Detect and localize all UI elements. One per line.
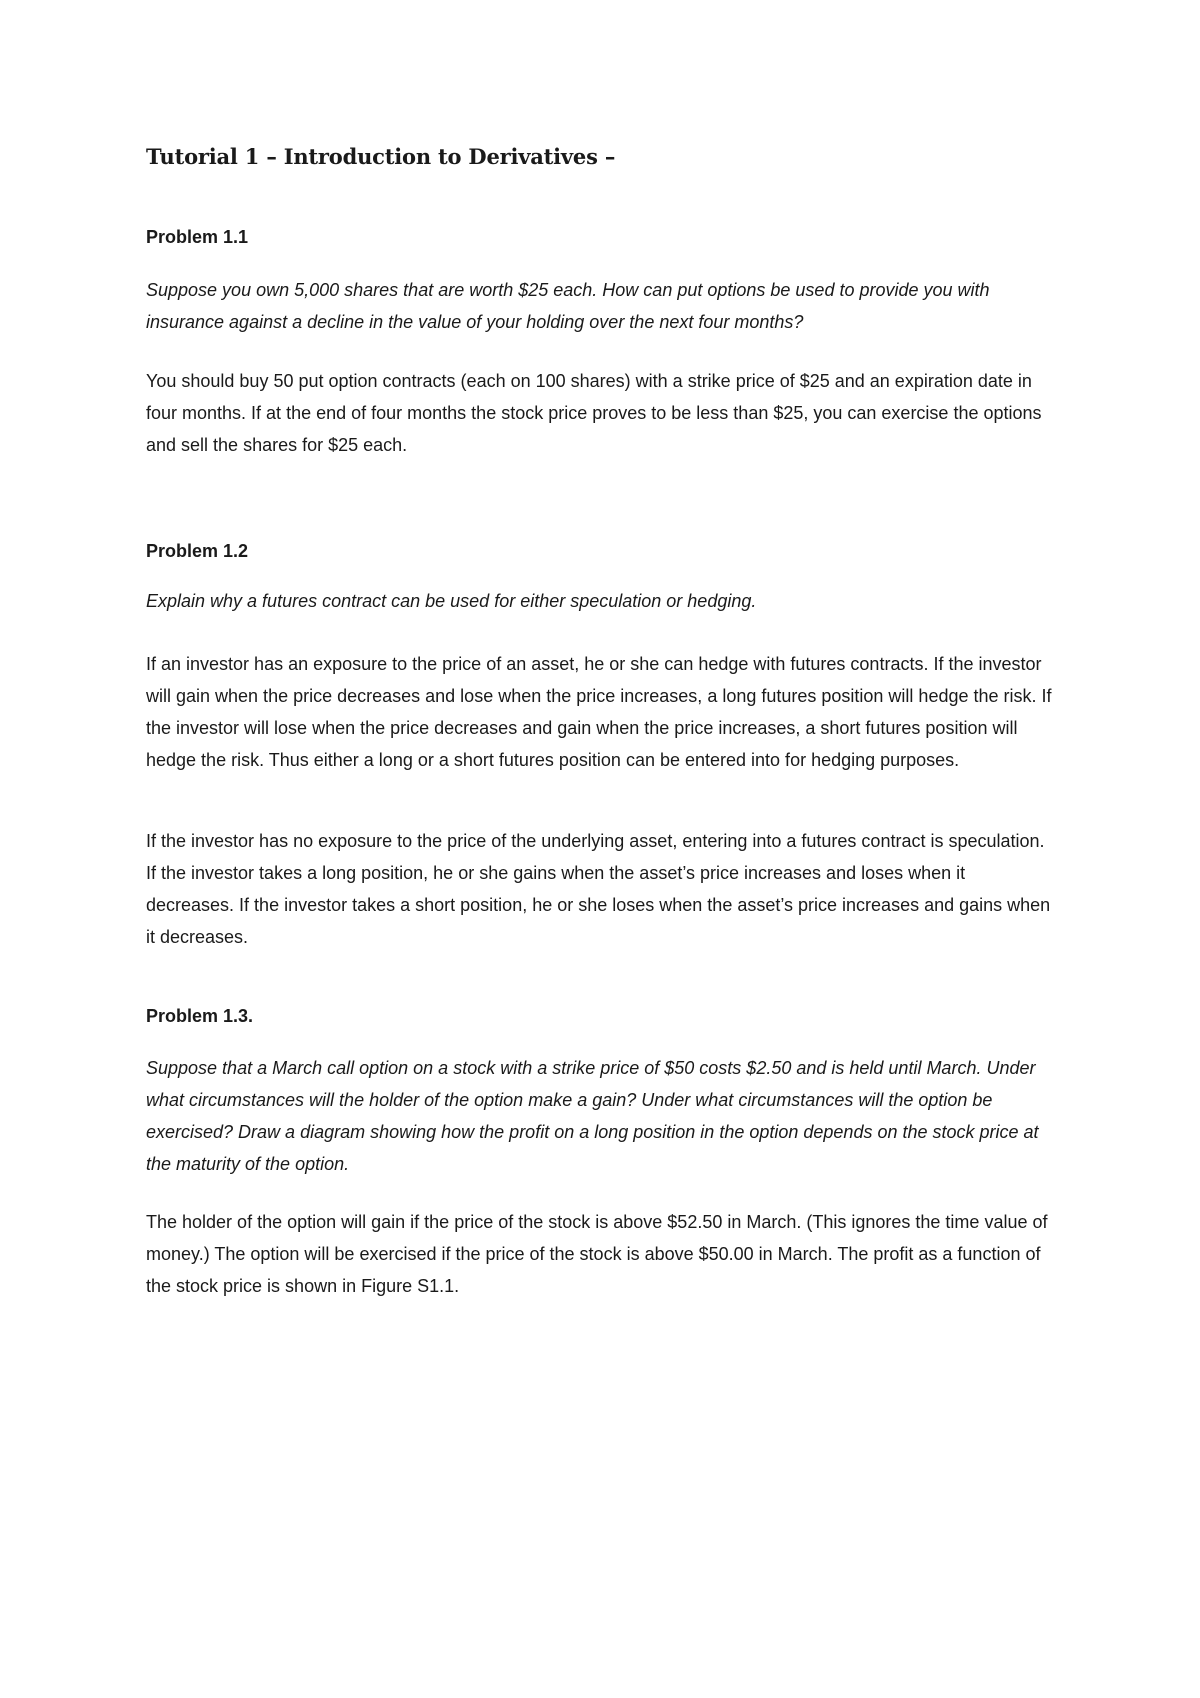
- problem-1-1-question: Suppose you own 5,000 shares that are worth $25 each. How can put options be used to provide you with insurance against a decline in the value of your holding over the next four months?: [146, 280, 990, 332]
- problem-1-3-question: Suppose that a March call option on a stock with a strike price of $50 costs $2.50 and is held until March. Under what circumstances will the holder of the option make a gain? Under what circumstances will the option be exercised? Draw a diagram showing how the profit on a long position in the option depends on the stock price at the maturity of the option.: [146, 1058, 1039, 1174]
- problem-1-1-heading: Problem 1.1: [146, 227, 249, 247]
- problem-1-3-heading: Problem 1.3.: [146, 1006, 254, 1026]
- problem-1-3-answer: The holder of the option will gain if the price of the stock is above $52.50 in March. (This ignores the time value of money.) The option will be exercised if the price of the stock is above $50.00 in March. The profit as a function of the stock price is shown in Figure S1.1.: [146, 1212, 1048, 1296]
- problem-1-2-answer-2: If the investor has no exposure to the price of the underlying asset, entering into a futures contract is speculation. If the investor takes a long position, he or she gains when the asset’s price increases and loses when it decreases. If the investor takes a short position, he or she loses when the asset’s price increases and gains when it decreases.: [146, 831, 1051, 947]
- problem-1-2-answer-1: If an investor has an exposure to the price of an asset, he or she can hedge with futures contracts. If the investor will gain when the price decreases and lose when the price increases, a long futures position will hedge the risk. If the investor will lose when the price decreases and gain when the price increases, a short futures position will hedge the risk. Thus either a long or a short futures position can be entered into for hedging purposes.: [146, 654, 1052, 770]
- problem-1-2-heading: Problem 1.2: [146, 541, 249, 561]
- document-title: Tutorial 1 – Introduction to Derivatives –: [146, 144, 616, 169]
- problem-1-1-answer: You should buy 50 put option contracts (each on 100 shares) with a strike price of $25 and an expiration date in four months. If at the end of four months the stock price proves to be less than $25, you can exercise the options and sell the shares for $25 each.: [146, 371, 1042, 455]
- problem-1-2-question: Explain why a futures contract can be used for either speculation or hedging.: [146, 591, 757, 611]
